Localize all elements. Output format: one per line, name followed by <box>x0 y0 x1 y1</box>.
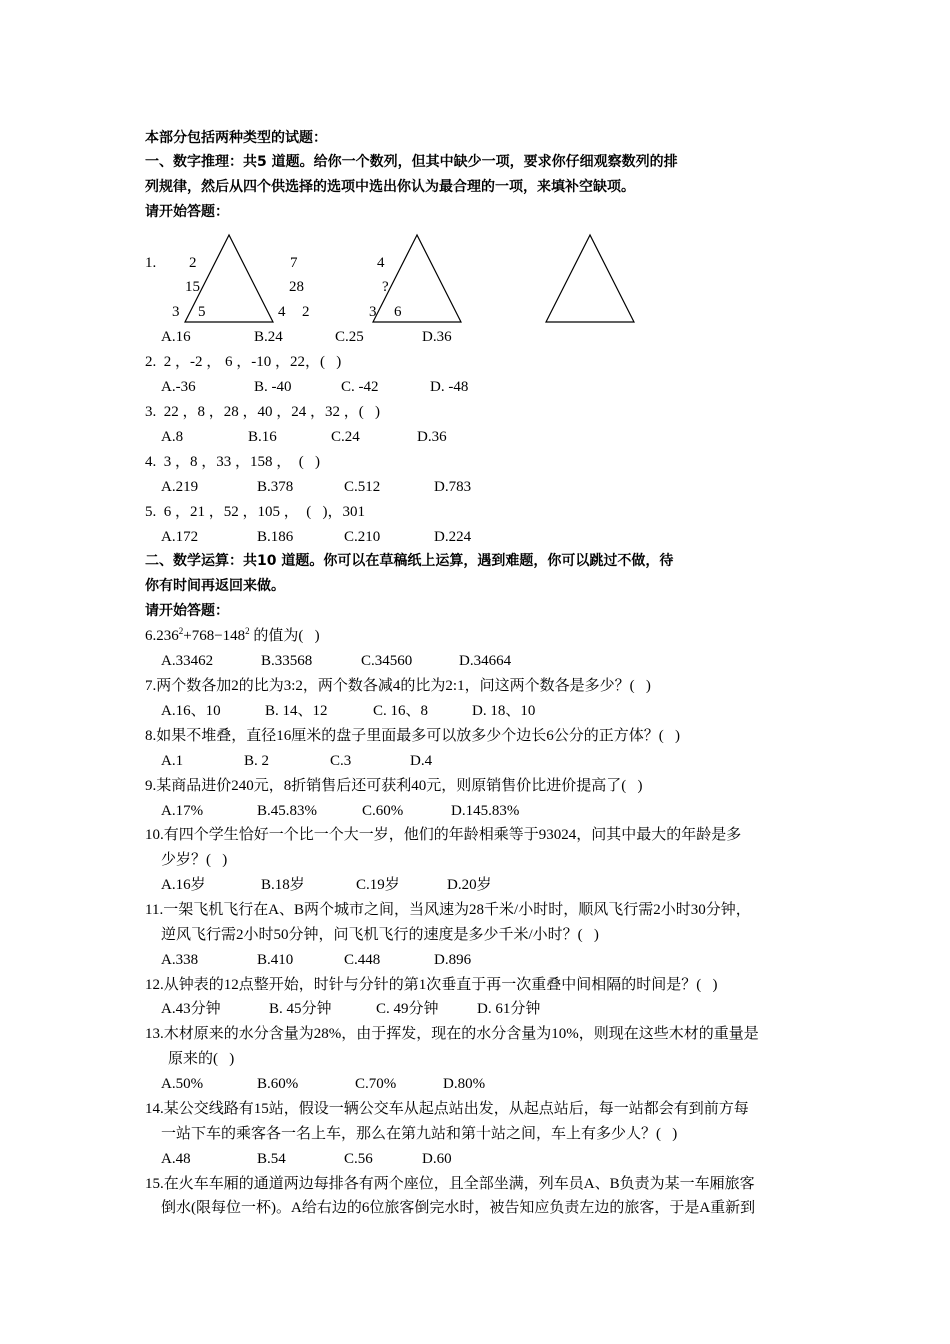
q13-text-cont: 原来的( ) <box>168 1051 235 1067</box>
q6-text <box>145 626 320 646</box>
q15-text: 15.在火车车厢的通道两边每排各有两个座位，且全部坐满，列车员A、B负责为某一车厢旅客 <box>145 1176 755 1192</box>
q2-option-a[interactable]: A.-36 <box>161 379 196 395</box>
triangle-3 <box>546 235 634 322</box>
section1-heading-cont: 列规律，然后从四个供选择的选项中选出你认为最合理的一项，来填补空缺项。 <box>145 179 635 195</box>
q14-text-cont: 一站下车的乘客各一名上车，那么在第九站和第十站之间，车上有多少人？( ) <box>161 1126 678 1142</box>
section2-heading-cont: 你有时间再返回来做。 <box>145 578 285 594</box>
q4-option-c[interactable]: C.512 <box>344 479 381 495</box>
q13-text: 13.木材原来的水分含量为28%，由于挥发，现在的水分含量为10%，则现在这些木材的重量是 <box>145 1026 759 1042</box>
q10-text: 10.有四个学生恰好一个比一个大一岁，他们的年龄相乘等于93024，问其中最大的年龄是多 <box>145 827 742 843</box>
q6-pre: 6.236 <box>145 628 179 644</box>
q6-option-c[interactable]: C.34560 <box>361 653 413 669</box>
tri2-bottom-left: 4 <box>278 304 286 320</box>
q1-number: 1. <box>145 255 157 271</box>
q7-option-d[interactable]: D. 18、10 <box>472 703 536 719</box>
q10-text-cont: 少岁？( ) <box>161 852 228 868</box>
tri1-mid: 15 <box>185 279 200 295</box>
tri3-top: 4 <box>377 255 385 271</box>
q14-option-a[interactable]: A.48 <box>161 1151 191 1167</box>
q10-option-c[interactable]: C.19岁 <box>356 877 400 893</box>
q11-option-a[interactable]: A.338 <box>161 952 199 968</box>
q5-option-b[interactable]: B.186 <box>257 529 294 545</box>
tri2-bottom-right: 2 <box>302 304 310 320</box>
q6-sup1: 2 <box>178 626 184 636</box>
q14-option-b[interactable]: B.54 <box>257 1151 286 1167</box>
q12-option-c[interactable]: C. 49分钟 <box>376 1001 439 1017</box>
q13-option-d[interactable]: D.80% <box>443 1076 486 1092</box>
q9-option-b[interactable]: B.45.83% <box>257 803 317 819</box>
q9-option-d[interactable]: D.145.83% <box>451 803 520 819</box>
tri1-top: 2 <box>189 255 197 271</box>
q2-option-c[interactable]: C. -42 <box>341 379 379 395</box>
q3-option-c[interactable]: C.24 <box>331 429 360 445</box>
q11-text-cont: 逆风飞行需2小时50分钟，问飞机飞行的速度是多少千米/小时？( ) <box>161 927 599 943</box>
q3-text: 3. 22 ，8 ，28 ，40 ，24 ，32 ，( ) <box>145 404 380 420</box>
section1-heading: 一、数字推理：共5 道题。给你一个数列，但其中缺少一项，要求你仔细观察数列的排 <box>145 154 678 170</box>
q3-option-a[interactable]: A.8 <box>161 429 184 445</box>
q6-post: 的值为( ) <box>249 628 320 644</box>
q10-option-a[interactable]: A.16岁 <box>161 877 206 893</box>
q11-option-d[interactable]: D.896 <box>434 952 472 968</box>
q3-option-d[interactable]: D.36 <box>417 429 447 445</box>
q7-option-c[interactable]: C. 16、8 <box>373 703 429 719</box>
q6-sup2: 2 <box>245 626 250 636</box>
q4-option-a[interactable]: A.219 <box>161 479 199 495</box>
q14-option-d[interactable]: D.60 <box>422 1151 452 1167</box>
q5-option-c[interactable]: C.210 <box>344 529 381 545</box>
q3-option-b[interactable]: B.16 <box>248 429 277 445</box>
q12-option-a[interactable]: A.43分钟 <box>161 1001 221 1017</box>
tri2-mid: 28 <box>289 279 304 295</box>
q2-option-b[interactable]: B. -40 <box>254 379 292 395</box>
q1-option-d[interactable]: D.36 <box>422 329 452 345</box>
q5-option-d[interactable]: D.224 <box>434 529 472 545</box>
q8-option-d[interactable]: D.4 <box>410 753 433 769</box>
q9-option-a[interactable]: A.17% <box>161 803 204 819</box>
q14-text: 14.某公交线路有15站，假设一辆公交车从起点站出发，从起点站后，每一站都会有到前方每 <box>145 1101 749 1117</box>
q4-text: 4. 3 ，8 ，33 ，158 ， ( ) <box>145 454 320 470</box>
q8-option-a[interactable]: A.1 <box>161 753 184 769</box>
q7-option-b[interactable]: B. 14、12 <box>265 703 328 719</box>
q1-option-c[interactable]: C.25 <box>335 329 364 345</box>
start-prompt-2: 请开始答题： <box>145 603 229 619</box>
q1-option-a[interactable]: A.16 <box>161 329 191 345</box>
triangles-diagram <box>0 0 950 340</box>
q13-option-a[interactable]: A.50% <box>161 1076 204 1092</box>
q8-text: 8.如果不堆叠，直径16厘米的盘子里面最多可以放多少个边长6公分的正方体？( ) <box>145 728 680 744</box>
q10-option-b[interactable]: B.18岁 <box>261 877 305 893</box>
q11-option-c[interactable]: C.448 <box>344 952 381 968</box>
q10-option-d[interactable]: D.20岁 <box>447 877 492 893</box>
q12-option-d[interactable]: D. 61分钟 <box>477 1001 541 1017</box>
q5-text: 5. 6 ，21 ，52 ，105 ， ( )，301 <box>145 504 365 520</box>
section2-heading: 二、数学运算：共10 道题。你可以在草稿纸上运算，遇到难题，你可以跳过不做，待 <box>145 553 674 569</box>
q14-option-c[interactable]: C.56 <box>344 1151 373 1167</box>
tri3-bottom-right: 6 <box>394 304 402 320</box>
q6-option-b[interactable]: B.33568 <box>261 653 313 669</box>
q8-option-b[interactable]: B. 2 <box>244 753 270 769</box>
q4-option-d[interactable]: D.783 <box>434 479 472 495</box>
q4-option-b[interactable]: B.378 <box>257 479 294 495</box>
tri1-bottom-right: 5 <box>198 304 206 320</box>
q12-text: 12.从钟表的12点整开始，时针与分针的第1次垂直于再一次重叠中间相隔的时间是？( ) <box>145 977 718 993</box>
q12-option-b[interactable]: B. 45分钟 <box>269 1001 332 1017</box>
q9-text: 9.某商品进价240元，8折销售后还可获利40元，则原销售价比进价提高了( ) <box>145 778 643 794</box>
q9-option-c[interactable]: C.60% <box>362 803 404 819</box>
q2-text: 2. 2 ，-2 ， 6 ，-10 ，22，( ) <box>145 354 342 370</box>
q2-option-d[interactable]: D. -48 <box>430 379 469 395</box>
q6-option-a[interactable]: A.33462 <box>161 653 214 669</box>
tri3-mid: ? <box>382 279 389 295</box>
q7-option-a[interactable]: A.16、10 <box>161 703 221 719</box>
tri1-bottom-left: 3 <box>172 304 180 320</box>
q11-text: 11.一架飞机飞行在A、B两个城市之间，当风速为28千米/小时时，顺风飞行需2小时30分钟， <box>145 902 751 918</box>
q15-text-cont: 倒水(限每位一杯)。A给右边的6位旅客倒完水时，被告知应负责左边的旅客，于是A重新到 <box>161 1200 756 1216</box>
q13-option-b[interactable]: B.60% <box>257 1076 299 1092</box>
q6-option-d[interactable]: D.34664 <box>459 653 512 669</box>
start-prompt-1: 请开始答题： <box>145 204 229 220</box>
q6-mid: +768−148 <box>183 628 246 644</box>
q13-option-c[interactable]: C.70% <box>355 1076 397 1092</box>
q11-option-b[interactable]: B.410 <box>257 952 294 968</box>
tri3-bottom-left: 3 <box>369 304 377 320</box>
intro-line: 本部分包括两种类型的试题： <box>145 130 327 146</box>
q5-option-a[interactable]: A.172 <box>161 529 199 545</box>
tri2-top: 7 <box>290 255 298 271</box>
q7-text: 7.两个数各加2的比为3:2，两个数各减4的比为2:1，问这两个数各是多少？( ) <box>145 678 651 694</box>
q1-option-b[interactable]: B.24 <box>254 329 283 345</box>
q8-option-c[interactable]: C.3 <box>330 753 352 769</box>
